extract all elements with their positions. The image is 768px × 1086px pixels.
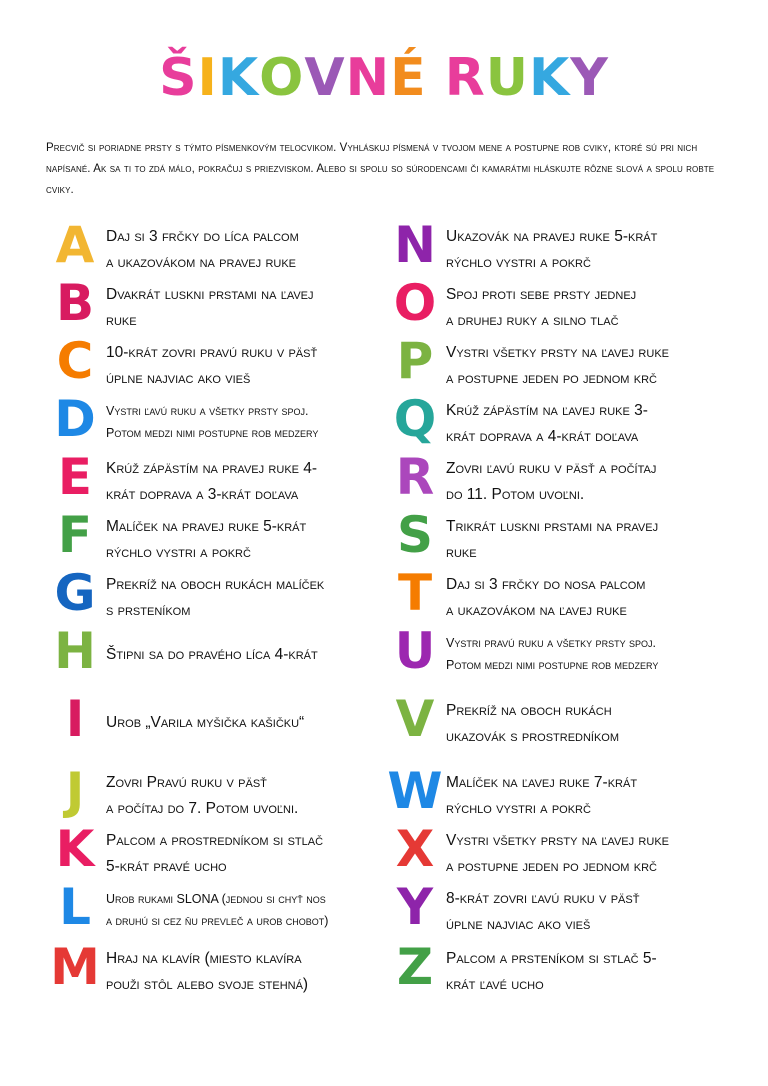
exercise-line: Zovri ľavú ruku v päsť a počítaj <box>446 460 657 477</box>
exercise-line: použi stôl alebo svoje stehná) <box>106 976 309 993</box>
exercise-row-q <box>384 390 726 454</box>
intro-paragraph: Precvič si poriadne prsty s týmto písmenkovým telocvikom. Vyhláskuj písmená v tvojom mene a postupne rob cviky, ktoré sú pri nich napísané. Ak sa ti to zdá málo, pokračuj s priezviskom. Alebo si spolu so súrodencami či kamarátmi hláskujte rôzne slová a spolu robte cviky. <box>46 142 715 196</box>
letter-z: Z <box>396 938 434 996</box>
exercise-line: úplne najviac ako vieš <box>106 370 251 387</box>
exercise-row-g <box>44 564 386 628</box>
exercise-row-c <box>44 332 386 396</box>
exercise-line: Potom medzi nimi postupne rob medzery <box>446 658 659 672</box>
exercise-line: Daj si 3 frčky do líca palcom <box>106 228 299 245</box>
exercise-line: Krúž zápästím na ľavej ruke 3- <box>446 402 648 419</box>
exercise-text <box>106 570 386 624</box>
exercise-line: Urob „Varila myšička kašičku“ <box>106 714 305 731</box>
exercise-line: Urob rukami SLONA (jednou si chyť nos <box>106 892 326 906</box>
exercise-text <box>446 222 726 276</box>
exercise-line: krát ľavé ucho <box>446 976 544 993</box>
letter-q: Q <box>393 390 437 448</box>
exercise-line: 5-krát pravé ucho <box>106 858 227 875</box>
exercise-line: a postupne jeden po jednom krč <box>446 370 658 387</box>
page-title <box>0 48 768 108</box>
exercise-line: 8-krát zovri ľavú ruku v päsť <box>446 890 640 907</box>
exercise-line: úplne najviac ako vieš <box>446 916 591 933</box>
exercise-row-v <box>384 690 726 754</box>
exercise-line: Trikrát luskni prstami na pravej <box>446 518 659 535</box>
exercise-row-p <box>384 332 726 396</box>
exercise-row-d <box>44 390 386 454</box>
exercise-line: a postupne jeden po jednom krč <box>446 858 658 875</box>
exercise-line: ukazovák s prostredníkom <box>446 728 620 745</box>
exercise-line: Zovri Pravú ruku v päsť <box>106 774 267 791</box>
exercise-text <box>106 338 386 392</box>
title-letter: É <box>390 48 427 108</box>
exercise-row-b <box>44 274 386 338</box>
title-letter: U <box>485 48 529 108</box>
exercise-line: Krúž zápästím na pravej ruke 4- <box>106 460 318 477</box>
title-letter: K <box>217 48 260 108</box>
exercise-line: Palcom a prostredníkom si stlač <box>106 832 324 849</box>
exercise-text <box>446 628 726 676</box>
exercise-line: Štipni sa do pravého líca 4-krát <box>106 646 318 663</box>
letter-x: X <box>395 820 435 878</box>
exercise-text <box>446 280 726 334</box>
letter-c: C <box>56 332 94 390</box>
title-letter: Y <box>570 48 609 108</box>
exercise-line: rýchlo vystri a pokrč <box>446 800 591 817</box>
exercise-line: a ukazovákom na pravej ruke <box>106 254 297 271</box>
exercise-text <box>106 826 386 880</box>
exercise-line: Vystri všetky prsty na ľavej ruke <box>446 832 669 849</box>
exercise-row-f <box>44 506 386 570</box>
exercise-line: ruke <box>446 544 477 561</box>
letter-s: S <box>396 506 433 564</box>
exercise-line: Spoj proti sebe prsty jednej <box>446 286 637 303</box>
letter-l: L <box>59 878 91 936</box>
exercise-text <box>446 696 726 750</box>
title-letter: K <box>528 48 571 108</box>
exercise-text <box>106 944 386 998</box>
exercise-line: Vystri pravú ruku a všetky prsty spoj. <box>446 636 657 650</box>
exercise-row-s <box>384 506 726 570</box>
exercise-line: Malíček na pravej ruke 5-krát <box>106 518 307 535</box>
exercise-row-m <box>44 938 386 1002</box>
exercise-row-k <box>44 820 386 884</box>
exercise-row-i <box>44 690 386 754</box>
exercise-line: do 11. Potom uvoľni. <box>446 486 585 503</box>
exercise-row-l <box>44 878 386 942</box>
exercise-text <box>446 396 726 450</box>
exercise-row-w <box>384 762 726 826</box>
exercise-row-a <box>44 216 386 280</box>
title-letter: N <box>345 48 391 108</box>
exercise-line: a druhú si cez ňu prevleč a urob chobot) <box>106 914 329 928</box>
title-letter: I <box>197 48 218 108</box>
exercise-text <box>446 826 726 880</box>
letter-j: J <box>65 762 85 820</box>
exercise-line: a druhej ruky a silno tlač <box>446 312 619 329</box>
letter-r: R <box>395 448 435 506</box>
exercise-row-e <box>44 448 386 512</box>
exercise-line: a ukazovákom na ľavej ruke <box>446 602 627 619</box>
exercise-line: a počítaj do 7. Potom uvoľni. <box>106 800 299 817</box>
exercise-text <box>106 512 386 566</box>
exercise-line: rýchlo vystri a pokrč <box>106 544 251 561</box>
exercise-text <box>106 884 386 932</box>
exercise-text <box>446 944 726 998</box>
exercise-line: s prsteníkom <box>106 602 191 619</box>
exercise-row-t <box>384 564 726 628</box>
exercise-line: 10-krát zovri pravú ruku v päsť <box>106 344 318 361</box>
exercise-text <box>446 338 726 392</box>
letter-k: K <box>55 820 95 878</box>
letter-i: I <box>65 690 85 748</box>
letter-e: E <box>57 448 93 506</box>
exercise-line: Vystri všetky prsty na ľavej ruke <box>446 344 669 361</box>
exercise-text <box>446 454 726 508</box>
exercise-line: Ukazovák na pravej ruke 5-krát <box>446 228 658 245</box>
exercise-row-o <box>384 274 726 338</box>
exercise-text <box>106 222 386 276</box>
exercise-line: krát doprava a 3-krát doľava <box>106 486 299 503</box>
letter-n: N <box>394 216 436 274</box>
exercise-line: Prekríž na oboch rukách malíček <box>106 576 325 593</box>
letter-h: H <box>54 622 96 680</box>
exercise-text <box>446 768 726 822</box>
exercise-line: Vystri ľavú ruku a všetky prsty spoj. <box>106 404 309 418</box>
exercise-line: krát doprava a 4-krát doľava <box>446 428 639 445</box>
exercise-row-r <box>384 448 726 512</box>
exercise-text <box>106 768 386 822</box>
letter-w: W <box>387 762 443 820</box>
exercise-line: Dvakrát luskni prstami na ľavej <box>106 286 314 303</box>
exercise-row-y <box>384 878 726 942</box>
letter-u: U <box>394 622 436 680</box>
exercise-row-h <box>44 622 386 686</box>
exercise-row-u <box>384 622 726 686</box>
title-letter: Š <box>159 48 198 108</box>
exercise-line: rýchlo vystri a pokrč <box>446 254 591 271</box>
exercise-text <box>106 628 386 668</box>
letter-a: A <box>55 216 95 274</box>
letter-t: T <box>397 564 433 622</box>
exercise-text <box>106 280 386 334</box>
exercise-text <box>106 696 386 736</box>
exercise-line: Palcom a prsteníkom si stlač 5- <box>446 950 657 967</box>
exercise-line: ruke <box>106 312 137 329</box>
exercise-line: Malíček na ľavej ruke 7-krát <box>446 774 638 791</box>
exercise-line: Potom medzi nimi postupne rob medzery <box>106 426 319 440</box>
exercise-text <box>106 396 386 444</box>
letter-v: V <box>395 690 435 748</box>
title-letter: O <box>259 48 305 108</box>
exercise-row-j <box>44 762 386 826</box>
exercise-text <box>446 512 726 566</box>
letter-g: G <box>54 564 96 622</box>
letter-m: M <box>50 938 100 996</box>
exercise-text <box>106 454 386 508</box>
exercise-row-n <box>384 216 726 280</box>
exercise-row-x <box>384 820 726 884</box>
exercise-line: Hraj na klavír (miesto klavíra <box>106 950 302 967</box>
exercise-line: Daj si 3 frčky do nosa palcom <box>446 576 646 593</box>
title-letter: R <box>444 48 486 108</box>
letter-o: O <box>393 274 437 332</box>
exercise-row-z <box>384 938 726 1002</box>
letter-p: P <box>396 332 434 390</box>
letter-y: Y <box>396 878 434 936</box>
exercise-text <box>446 884 726 938</box>
exercise-text <box>446 570 726 624</box>
letter-f: F <box>57 506 93 564</box>
title-letter: V <box>304 48 346 108</box>
exercise-line: Prekríž na oboch rukách <box>446 702 612 719</box>
letter-b: B <box>55 274 95 332</box>
letter-d: D <box>54 390 96 448</box>
